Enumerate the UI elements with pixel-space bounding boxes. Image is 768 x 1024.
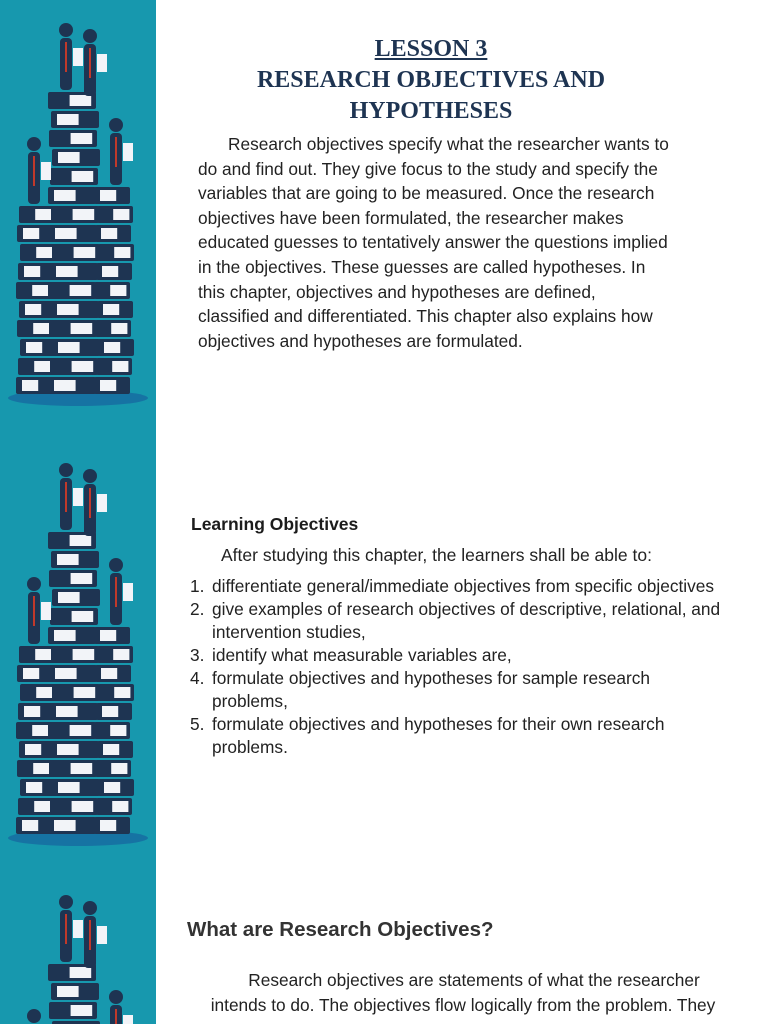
lesson-title-line2: HYPOTHESES xyxy=(349,98,513,124)
list-item xyxy=(190,598,730,644)
learning-objectives-list xyxy=(190,575,730,759)
item-number: 2. xyxy=(190,599,205,619)
item-number: 3. xyxy=(190,645,205,665)
intro-line: objectives and hypotheses are formulated. xyxy=(198,330,523,351)
list-item xyxy=(190,667,730,713)
intro-line: do and find out. They give focus to the study and specify the xyxy=(198,158,658,179)
intro-line: this chapter, objectives and hypotheses are defined, xyxy=(198,281,596,302)
item-number: 4. xyxy=(190,668,205,688)
lesson-title-line1: RESEARCH OBJECTIVES AND xyxy=(256,67,606,93)
item-text: identify what measurable variables are, xyxy=(212,645,512,665)
item-number: 1. xyxy=(190,576,205,596)
learning-objectives-intro: After studying this chapter, the learners shall be able to: xyxy=(221,545,652,565)
intro-line: Research objectives specify what the researcher wants to xyxy=(228,134,669,154)
intro-paragraph xyxy=(198,132,738,353)
item-text: differentiate general/immediate objectives from specific objectives xyxy=(212,576,715,596)
intro-line: educated guesses to tentatively answer the questions implied xyxy=(198,232,668,253)
lesson-number: LESSON 3 xyxy=(374,36,488,62)
lesson-heading xyxy=(156,34,706,127)
intro-line: objectives have been formulated, the researcher makes xyxy=(198,207,624,228)
item-text: give examples of research objectives of descriptive, relational, and intervention studies, xyxy=(212,599,721,642)
item-text: formulate objectives and hypotheses for their own research problems. xyxy=(212,714,665,757)
item-number: 5. xyxy=(190,714,205,734)
list-item xyxy=(190,644,730,667)
section-paragraph xyxy=(178,968,748,1017)
intro-line: in the objectives. These guesses are called hypotheses. In xyxy=(198,256,646,277)
item-text: formulate objectives and hypotheses for sample research problems, xyxy=(212,668,651,711)
list-item xyxy=(190,713,730,759)
section-line: Research objectives are statements of what the researcher xyxy=(248,970,700,990)
section-heading: What are Research Objectives? xyxy=(187,918,494,941)
section-line: intends to do. The objectives flow logically from the problem. They xyxy=(210,994,716,1015)
intro-line: variables that are going to be measured. Once the research xyxy=(198,183,655,204)
learning-objectives-heading: Learning Objectives xyxy=(191,514,359,534)
list-item xyxy=(190,575,730,598)
intro-line: classified and differentiated. This chapter also explains how xyxy=(198,306,653,327)
